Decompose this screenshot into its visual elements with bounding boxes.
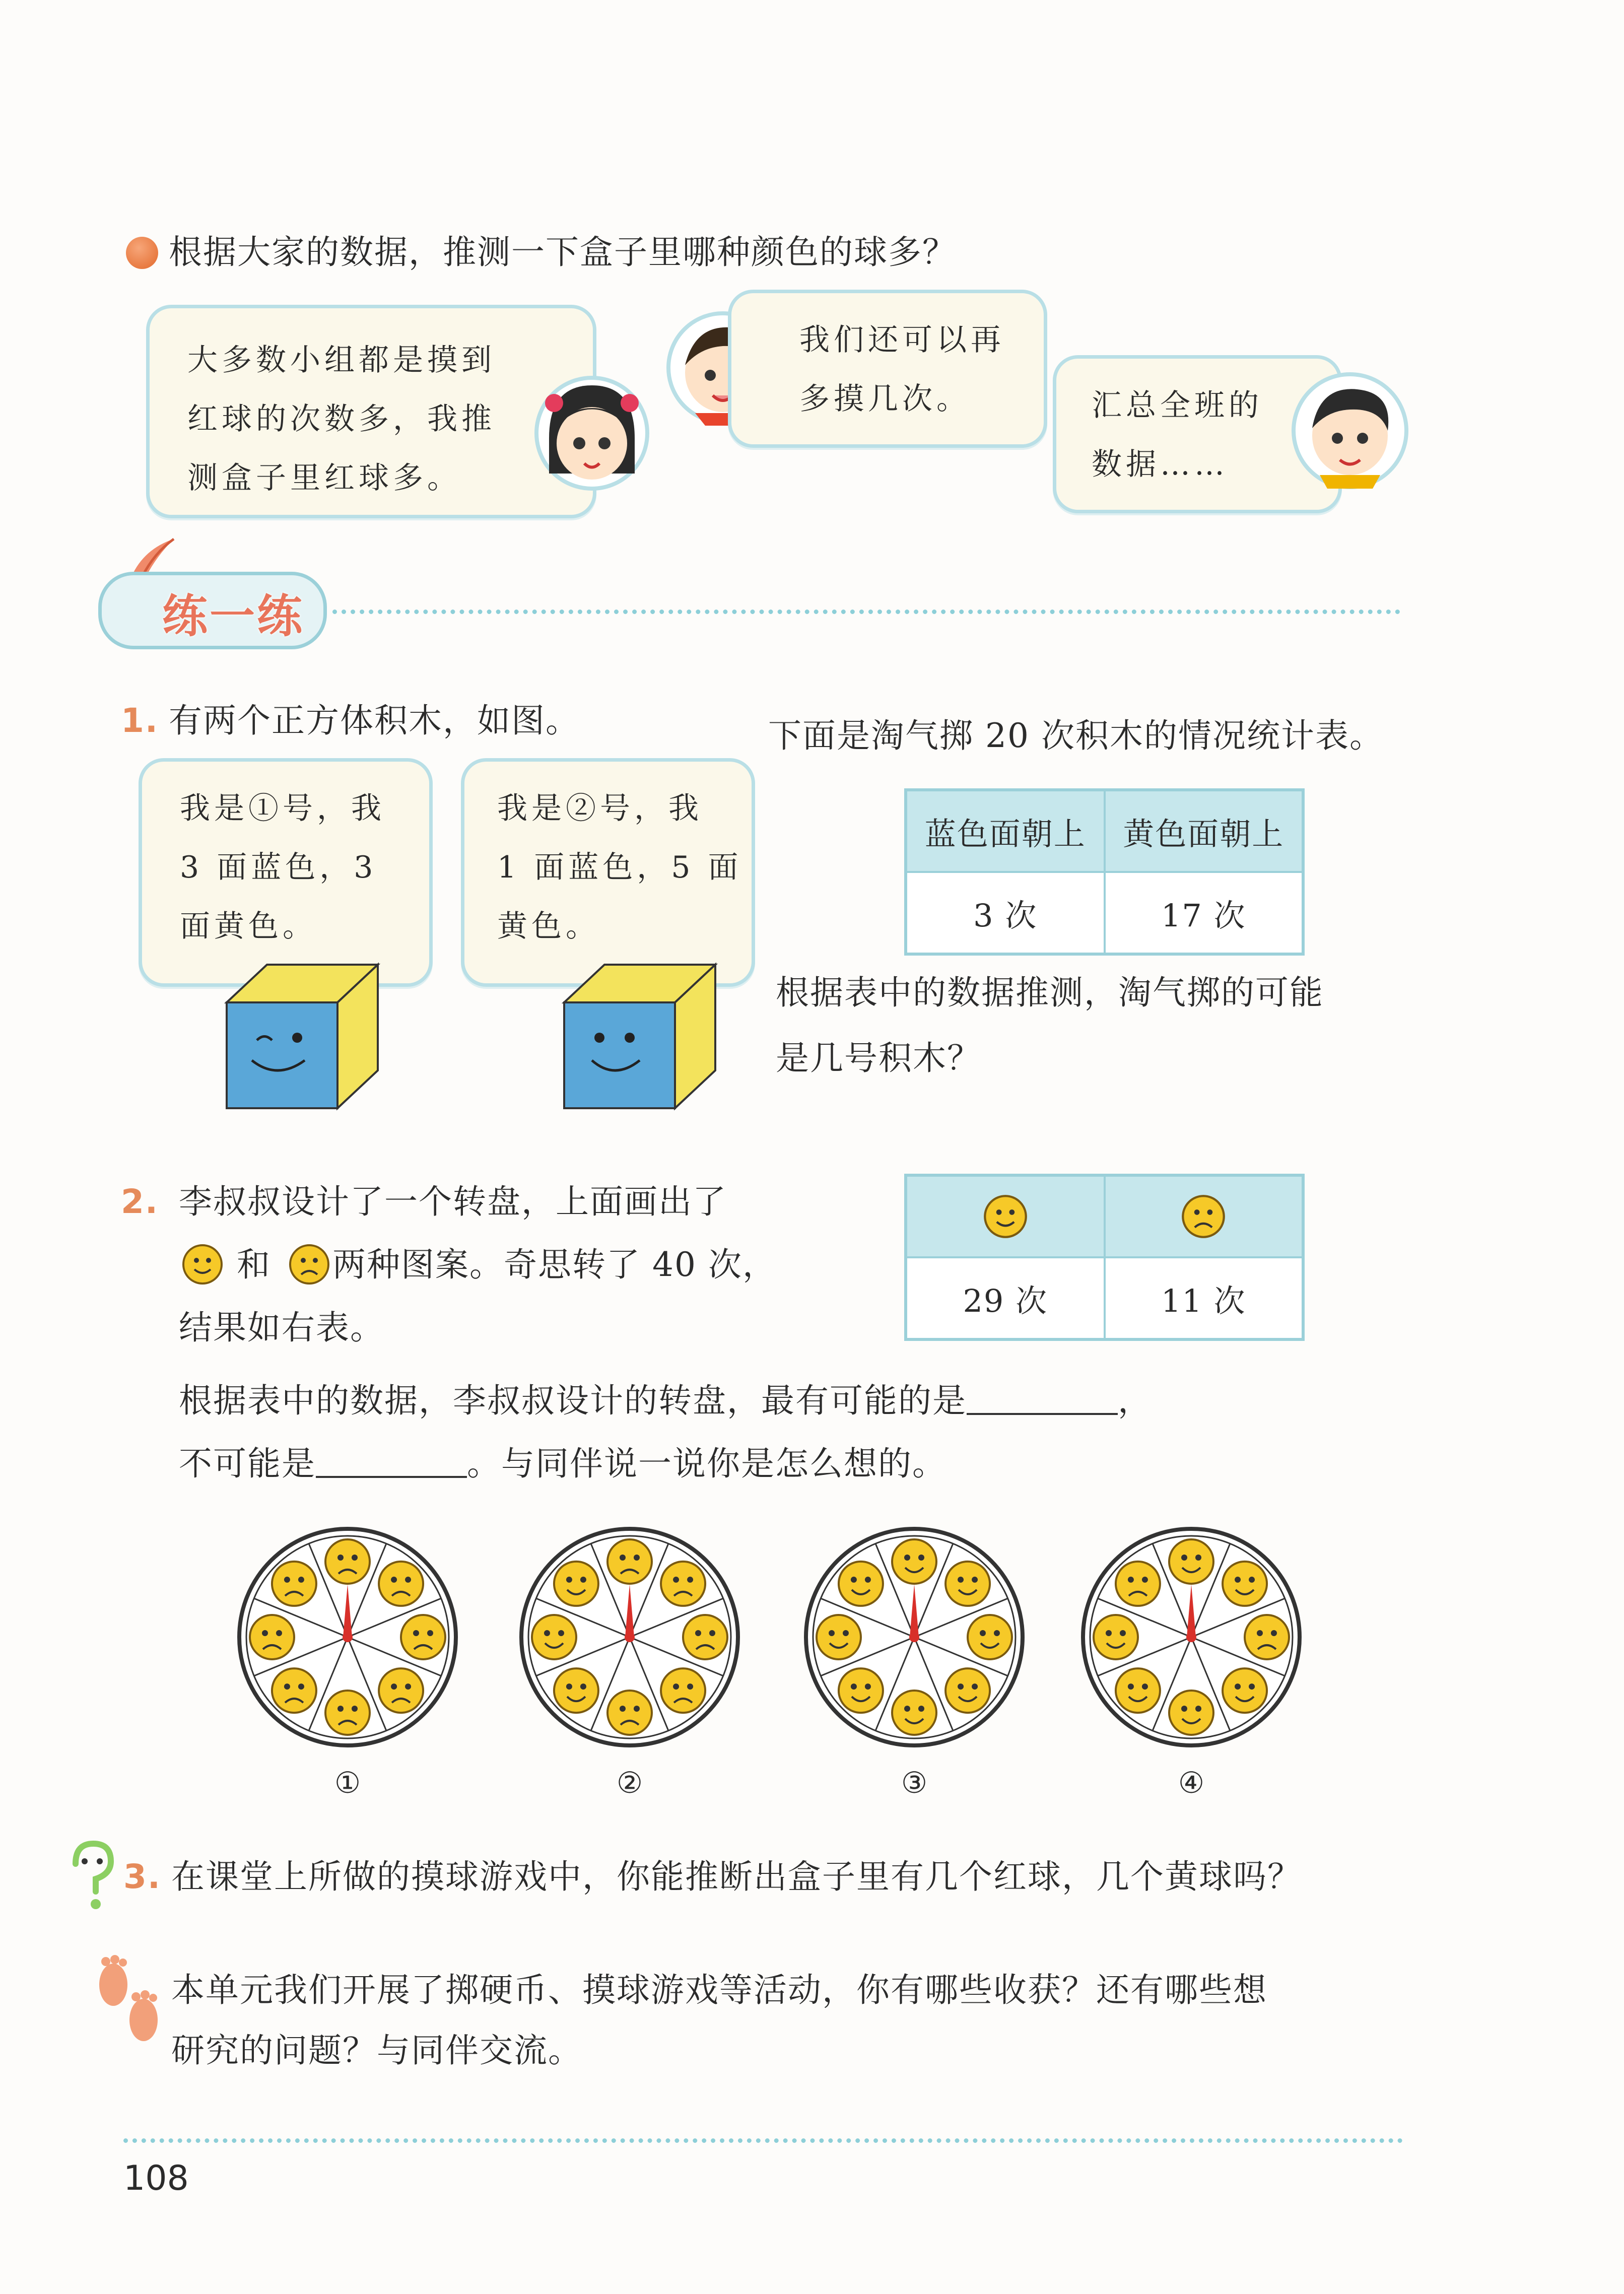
smile-face-icon bbox=[1223, 1668, 1267, 1713]
footer-divider bbox=[123, 2138, 1403, 2143]
q1-header-yellow: 黄色面朝上 bbox=[1105, 790, 1304, 872]
smile-face-icon bbox=[532, 1615, 576, 1659]
q2-question-line1 bbox=[179, 1373, 1152, 1429]
spinner-wheels bbox=[0, 1516, 1624, 1818]
bubble-boy2-text: 汇总全班的 数据…… bbox=[1092, 388, 1263, 482]
smile-face-icon bbox=[554, 1562, 598, 1606]
answer-blank-2[interactable] bbox=[316, 1446, 467, 1478]
spinner-label-4: ④ bbox=[1178, 1766, 1204, 1800]
cube-1-illustration bbox=[222, 960, 388, 1116]
q2-number: 2. bbox=[121, 1182, 159, 1221]
q2-line2-and: 和 bbox=[237, 1245, 271, 1284]
practice-badge-label: 练一练 bbox=[162, 590, 304, 643]
smile-face-icon bbox=[945, 1668, 990, 1713]
q3-text: 在课堂上所做的摸球游戏中，你能推断出盒子里有几个红球，几个黄球吗？ bbox=[171, 1857, 1302, 1896]
answer-blank-1[interactable] bbox=[967, 1383, 1118, 1415]
q2-stat-table bbox=[904, 1174, 1305, 1341]
table-smile-face-icon bbox=[983, 1194, 1028, 1239]
q2-line2-rest: 两种图案。奇思转了 40 次， bbox=[332, 1245, 777, 1284]
intro-question: 根据大家的数据，推测一下盒子里哪种颜色的球多？ bbox=[169, 233, 957, 272]
sad-face-icon bbox=[683, 1615, 727, 1659]
spinner-wheel-1 bbox=[227, 1516, 468, 1758]
q2-question-part3: 。与同伴说一说你是怎么想的。 bbox=[467, 1444, 946, 1483]
speech-bubble-girl bbox=[146, 305, 596, 518]
smile-face-icon bbox=[839, 1668, 883, 1713]
sad-face-icon bbox=[325, 1539, 370, 1584]
page-number: 108 bbox=[123, 2158, 189, 2198]
reflection-line2: 研究的问题？与同伴交流。 bbox=[171, 2031, 582, 2070]
smile-face-icon bbox=[1169, 1691, 1213, 1735]
smile-face-icon bbox=[181, 1243, 224, 1286]
spinner-label-2: ② bbox=[617, 1766, 643, 1800]
q3-number: 3. bbox=[123, 1857, 161, 1896]
spinner-label-3: ③ bbox=[901, 1766, 927, 1800]
sad-face-icon bbox=[325, 1691, 370, 1735]
sad-face-icon bbox=[272, 1668, 316, 1713]
sad-face-icon bbox=[607, 1539, 652, 1584]
boy-avatar-2 bbox=[1290, 370, 1410, 491]
reflection-line1: 本单元我们开展了掷硬币、摸球游戏等活动，你有哪些收获？还有哪些想 bbox=[171, 1971, 1267, 2009]
q2-header-smile bbox=[906, 1175, 1105, 1257]
q2-value-smile: 29 次 bbox=[906, 1257, 1105, 1339]
orange-bullet-icon bbox=[126, 237, 158, 269]
practice-divider bbox=[332, 610, 1400, 614]
q2-question-part1: 根据表中的数据，李叔叔设计的转盘，最有可能的是 bbox=[179, 1381, 967, 1420]
q2-line3: 结果如右表。 bbox=[179, 1308, 384, 1347]
sad-face-icon bbox=[272, 1562, 316, 1606]
bubble-cube1-text: 我是①号，我 3 面蓝色，3 面黄色。 bbox=[180, 791, 385, 944]
smile-face-icon bbox=[1116, 1668, 1160, 1713]
smile-face-icon bbox=[554, 1668, 598, 1713]
q1-value-blue: 3 次 bbox=[906, 872, 1105, 954]
cube-2-illustration bbox=[559, 960, 725, 1116]
q2-value-sad: 11 次 bbox=[1105, 1257, 1304, 1339]
practice-badge bbox=[98, 572, 327, 649]
bubble-cube2-text: 我是②号，我 1 面蓝色，5 面 黄色。 bbox=[497, 791, 742, 944]
q1-number: 1. bbox=[121, 701, 159, 740]
sad-face-icon bbox=[661, 1668, 705, 1713]
sad-face-icon bbox=[401, 1615, 445, 1659]
spinner-wheel-2 bbox=[509, 1516, 751, 1758]
smile-face-icon bbox=[817, 1615, 861, 1659]
smile-face-icon bbox=[1223, 1562, 1267, 1606]
speech-bubble-boy-1 bbox=[728, 290, 1047, 448]
sad-face-icon bbox=[288, 1243, 330, 1286]
sad-face-icon bbox=[1245, 1615, 1289, 1659]
question-mark-icon bbox=[60, 1839, 126, 1914]
q1-question-line1: 根据表中的数据推测，淘气掷的可能 bbox=[776, 973, 1324, 1012]
sad-face-icon bbox=[607, 1691, 652, 1735]
q1-table-caption: 下面是淘气掷 20 次积木的情况统计表。 bbox=[768, 716, 1384, 755]
sad-face-icon bbox=[379, 1668, 423, 1713]
q2-question-comma: ， bbox=[1118, 1381, 1152, 1420]
q2-question-line2 bbox=[179, 1436, 946, 1492]
q2-question-part2: 不可能是 bbox=[179, 1444, 316, 1483]
spinner-wheel-4 bbox=[1070, 1516, 1312, 1758]
q1-text: 有两个正方体积木，如图。 bbox=[169, 701, 580, 740]
smile-face-icon bbox=[968, 1615, 1012, 1659]
bubble-boy1-text: 我们还可以再 多摸几次。 bbox=[799, 322, 1005, 417]
speech-bubble-cube-1 bbox=[139, 758, 433, 987]
q1-question-line2: 是几号积木？ bbox=[776, 1039, 981, 1077]
bubble-girl-text: 大多数小组都是摸到 红球的次数多，我推 测盒子里红球多。 bbox=[187, 343, 496, 496]
q1-stat-table bbox=[904, 788, 1305, 956]
q2-header-sad bbox=[1105, 1175, 1304, 1257]
spinner-label-1: ① bbox=[334, 1766, 361, 1800]
footprints-icon bbox=[91, 1954, 166, 2050]
spinner-wheel-3 bbox=[793, 1516, 1035, 1758]
smile-face-icon bbox=[892, 1539, 936, 1584]
q1-value-yellow: 17 次 bbox=[1105, 872, 1304, 954]
smile-face-icon bbox=[1169, 1539, 1213, 1584]
sad-face-icon bbox=[1116, 1562, 1160, 1606]
table-sad-face-icon bbox=[1181, 1194, 1226, 1239]
smile-face-icon bbox=[1094, 1615, 1138, 1659]
smile-face-icon bbox=[839, 1562, 883, 1606]
q1-header-blue: 蓝色面朝上 bbox=[906, 790, 1105, 872]
speech-bubble-cube-2 bbox=[461, 758, 755, 987]
smile-face-icon bbox=[945, 1562, 990, 1606]
sad-face-icon bbox=[661, 1562, 705, 1606]
q2-line1: 李叔叔设计了一个转盘，上面画出了 bbox=[179, 1182, 727, 1221]
smile-face-icon bbox=[892, 1691, 936, 1735]
girl-avatar bbox=[534, 373, 650, 494]
sad-face-icon bbox=[250, 1615, 294, 1659]
sad-face-icon bbox=[379, 1562, 423, 1606]
